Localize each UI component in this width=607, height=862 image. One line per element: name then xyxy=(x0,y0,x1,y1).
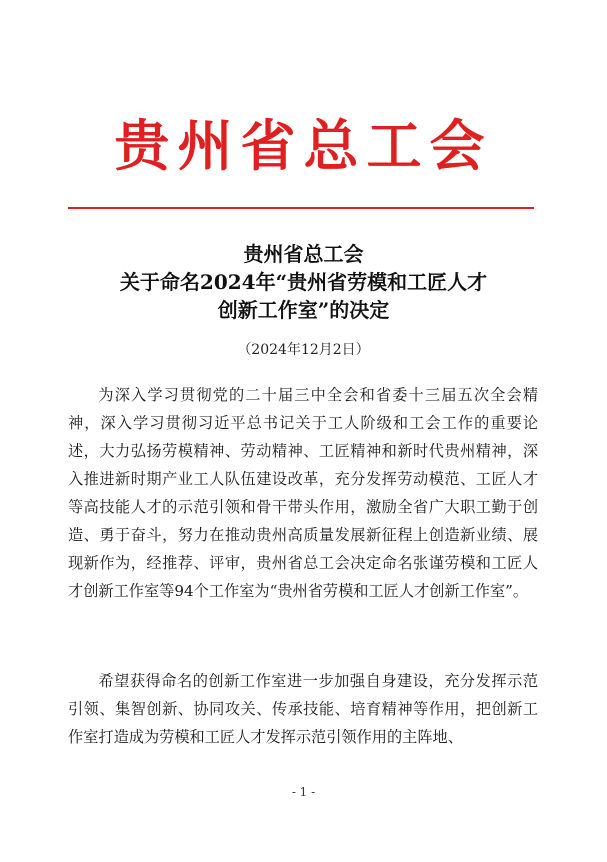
title-line-3: 创新工作室”的决定 xyxy=(217,298,390,322)
page-number: - 1 - xyxy=(291,785,316,799)
document-date: （2024年12月2日） xyxy=(237,342,370,358)
red-divider xyxy=(68,207,534,209)
masthead-title: 贵州省总工会 xyxy=(114,113,493,178)
title-line-2: 关于命名2024年“贵州省劳模和工匠人才 xyxy=(119,270,488,294)
body-paragraph-1: 为深入学习贯彻党的二十届三中全会和省委十三届五次全会精神，深入学习贯彻习近平总书记关于工人阶级和工会工作的重要论述，大力弘扬劳模精神、劳动精神、工匠精神和新时代贵州精神，深入推进新时期产业工人队伍建设改革，充分发挥劳动模范、工匠人才等高技能人才的示范引领和骨干带头作用，激励全省广大职工勤于创造、勇于奋斗，努力在推动贵州高质量发展新征程上创造新业绩、展现新作为，经推荐、评审，贵州省总工会决定命名张谨劳模和工匠人才创新工作室等94个工作室为“贵州省劳模和工匠人才创新工作室”。 xyxy=(68,386,538,600)
title-line-1: 贵州省总工会 xyxy=(243,242,364,266)
body-paragraph-2: 希望获得命名的创新工作室进一步加强自身建设，充分发挥示范引领、集智创新、协同攻关、传承技能、培育精神等作用，把创新工作室打造成为劳模和工匠人才发挥示范引领作用的主阵地、 xyxy=(68,672,538,746)
document-title xyxy=(0,240,607,324)
